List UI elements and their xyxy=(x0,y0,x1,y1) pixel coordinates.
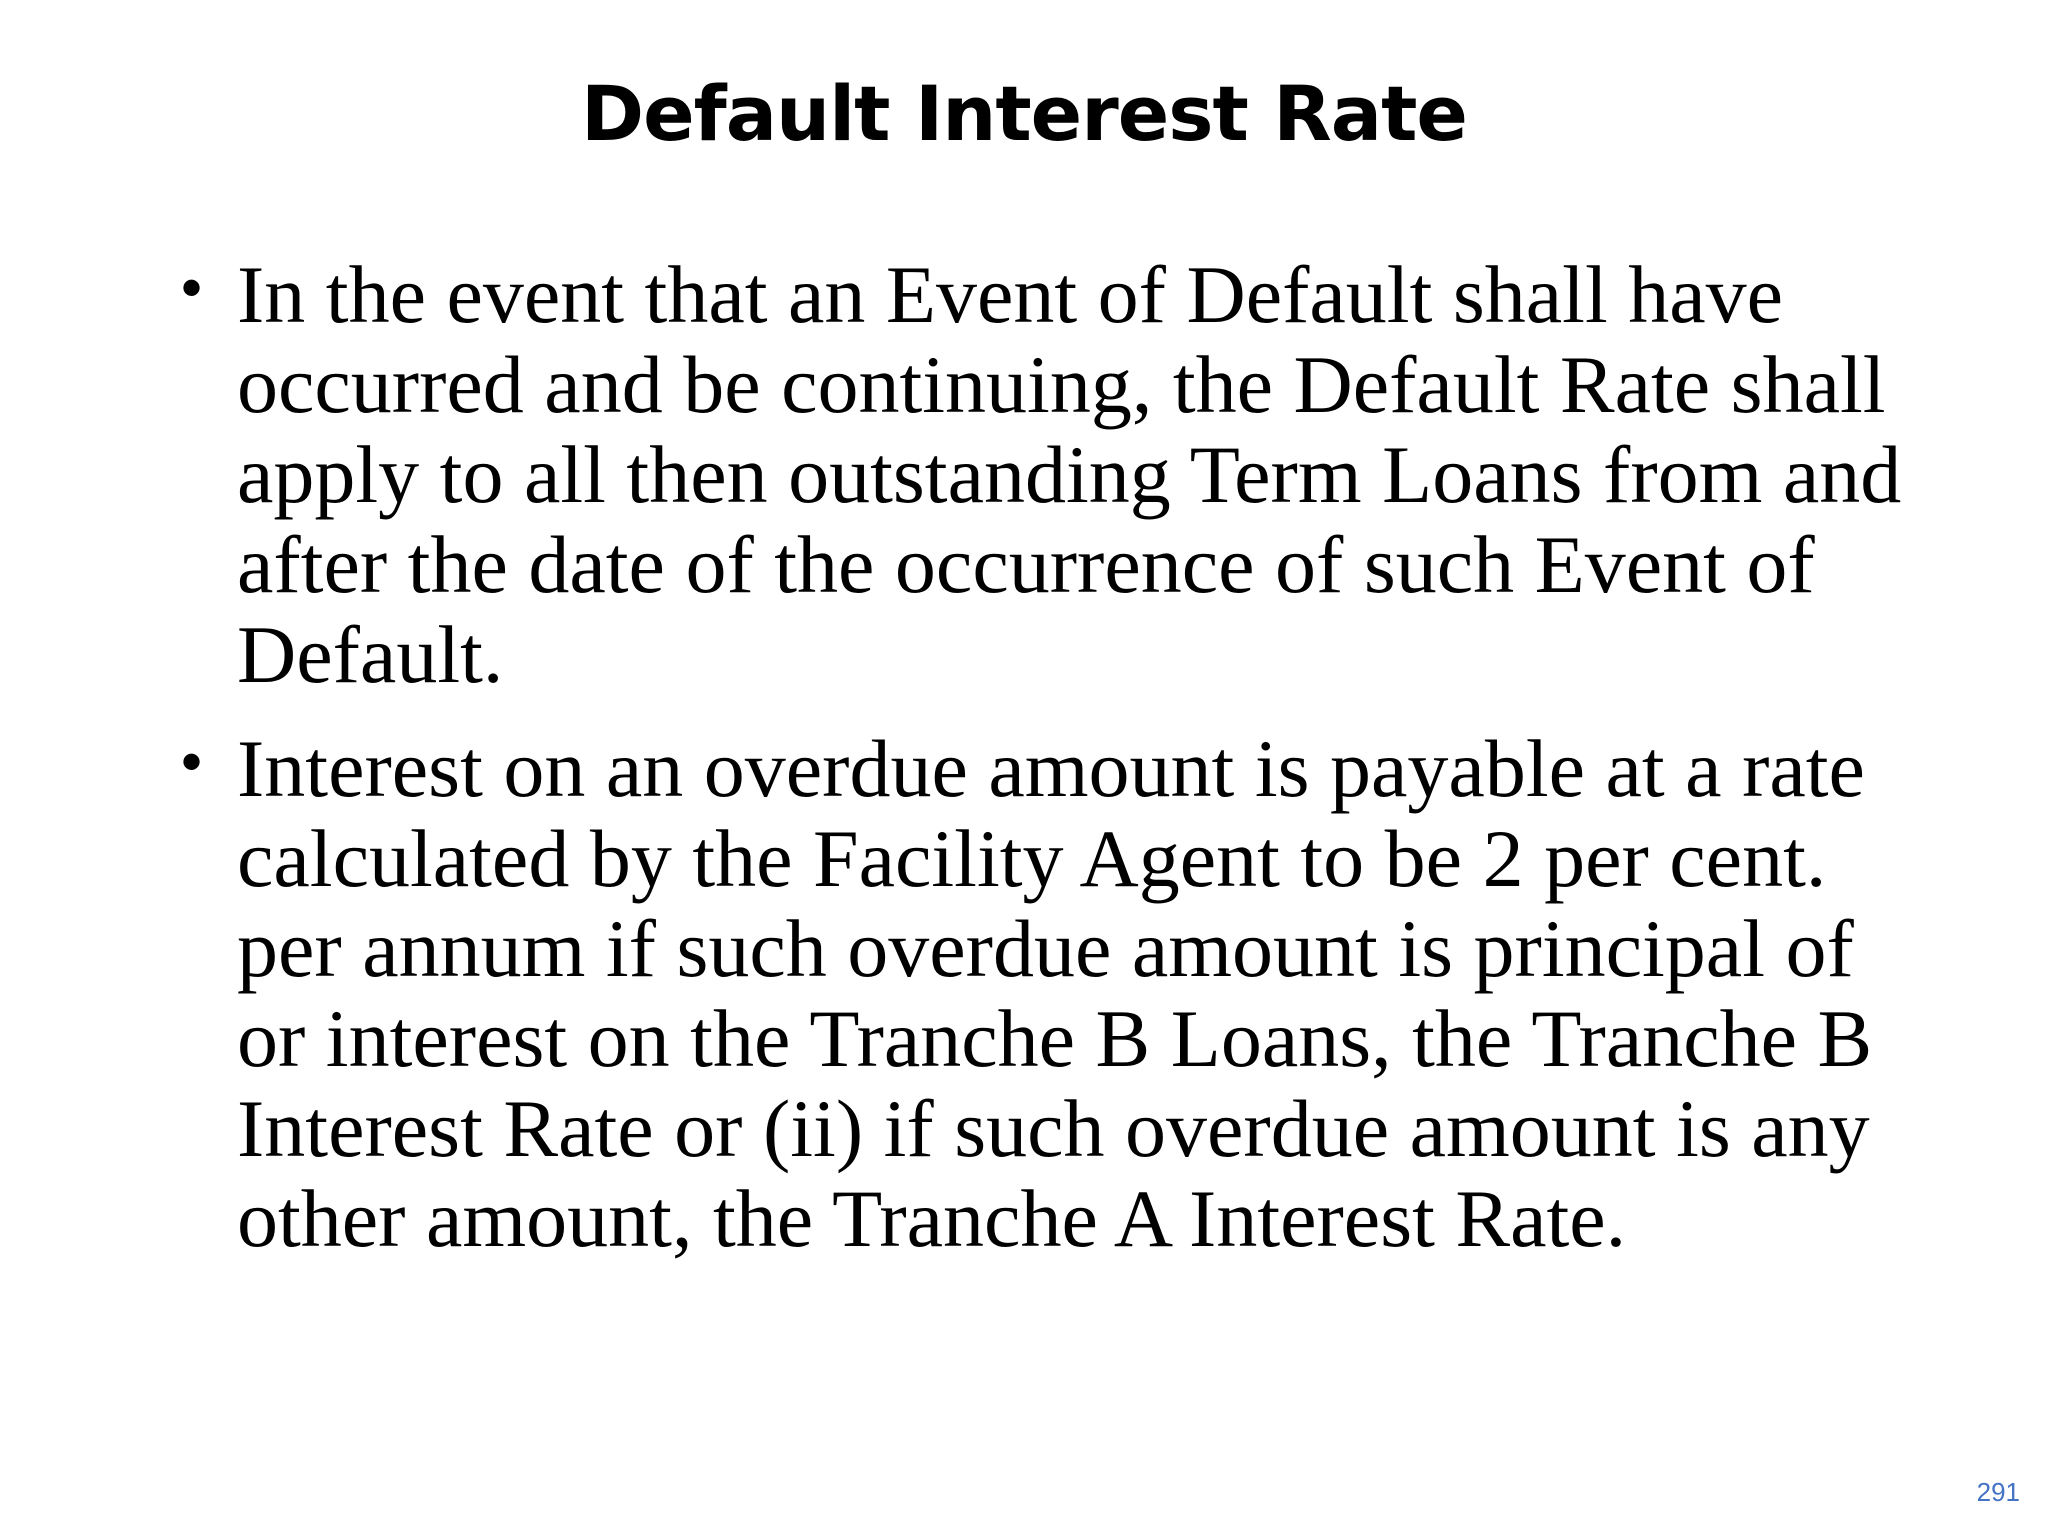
bullet-item xyxy=(175,250,1935,700)
bullet-text: In the event that an Event of Default shall have occurred and be continuing, the Default Rate shall apply to all then outstanding Term Loans from and after the date of the occurrence of such Event of Default. xyxy=(237,249,1902,700)
bullet-icon: • xyxy=(181,728,203,795)
bullet-list xyxy=(175,250,1935,1288)
bullet-item xyxy=(175,724,1935,1264)
page-number: 291 xyxy=(1976,1477,2020,1507)
slide-title: Default Interest Rate xyxy=(581,69,1467,158)
bullet-text: Interest on an overdue amount is payable at a rate calculated by the Facility Agent to be 2 per cent. per annum if such overdue amount is principal of or interest on the Tranche B Loans, the Tranche B Interest Rate or (ii) if such overdue amount is any other amount, the Tranche A Interest Rate. xyxy=(237,723,1873,1264)
bullet-icon: • xyxy=(181,254,203,321)
